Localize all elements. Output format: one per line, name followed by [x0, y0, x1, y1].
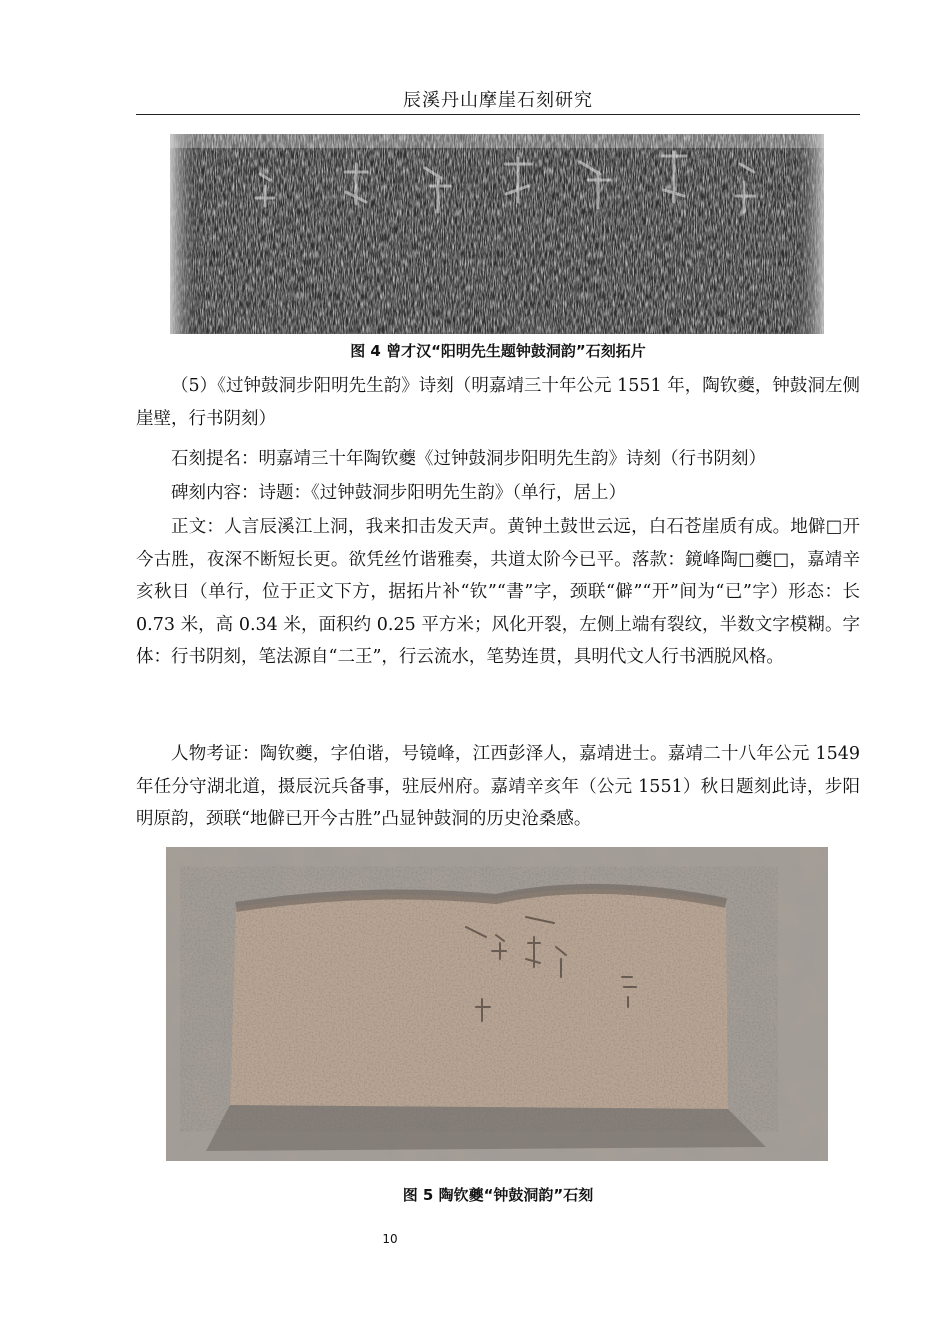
paragraph-main-text: 正文：人言辰溪江上洞，我来扣击发天声。黄钟土鼓世云远，白石苍崖质有成。地僻□开今古胜，夜深不断短长更。欲凭丝竹谐雅奏，共道太阶今已平。落款：鏡峰陶□夔□，嘉靖辛亥秋日（单行，位于正文下方，据拓片补“钦”“書”字，颈联“僻”“开”间为“已”字）形态：长 0.73 米，高 0.34 米，面积约 0.25 平方米；风化开裂，左侧上端有裂纹，半数文字模糊。字体：行书阴刻，笔法源自“二王”，行云流水，笔势连贯，具明代文人行书洒脱风格。: [136, 517, 860, 667]
running-header: 辰溪丹山摩崖石刻研究: [136, 88, 860, 115]
rubbing-texture: [170, 134, 824, 334]
figure-4-caption: 图 4 曾才汉“阳明先生题钟鼓洞韵”石刻拓片: [350, 342, 646, 360]
paragraph-inscription-content: 碑刻内容：诗题：《过钟鼓洞步阳明先生韵》（单行，居上）: [171, 483, 626, 503]
paragraph-inscription-title: （5）《过钟鼓洞步阳明先生韵》诗刻（明嘉靖三十年公元 1551 年，陶钦夔，钟鼓洞左侧崖壁，行书阴刻）: [136, 376, 860, 429]
figure-5-caption: 图 5 陶钦夔“钟鼓洞韵”石刻: [402, 1186, 594, 1204]
paragraph-inscription-name: 石刻提名：明嘉靖三十年陶钦夔《过钟鼓洞步阳明先生韵》诗刻（行书阴刻）: [171, 449, 766, 469]
paragraph-person-research: 人物考证：陶钦夔，字伯谐，号镜峰，江西彭泽人，嘉靖进士。嘉靖二十八年公元 1549 年任分守湖北道，摄辰沅兵备事，驻辰州府。嘉靖辛亥年（公元 1551）秋日题刻此诗，步阳明原韵，颈联“地僻已开今古胜”凸显钟鼓洞的历史沧桑感。: [136, 744, 860, 829]
rubbing-photo: [170, 134, 824, 334]
page-number: 10: [382, 1232, 398, 1246]
stone-texture: [166, 847, 828, 1161]
stone-carving-photo: [166, 847, 828, 1161]
